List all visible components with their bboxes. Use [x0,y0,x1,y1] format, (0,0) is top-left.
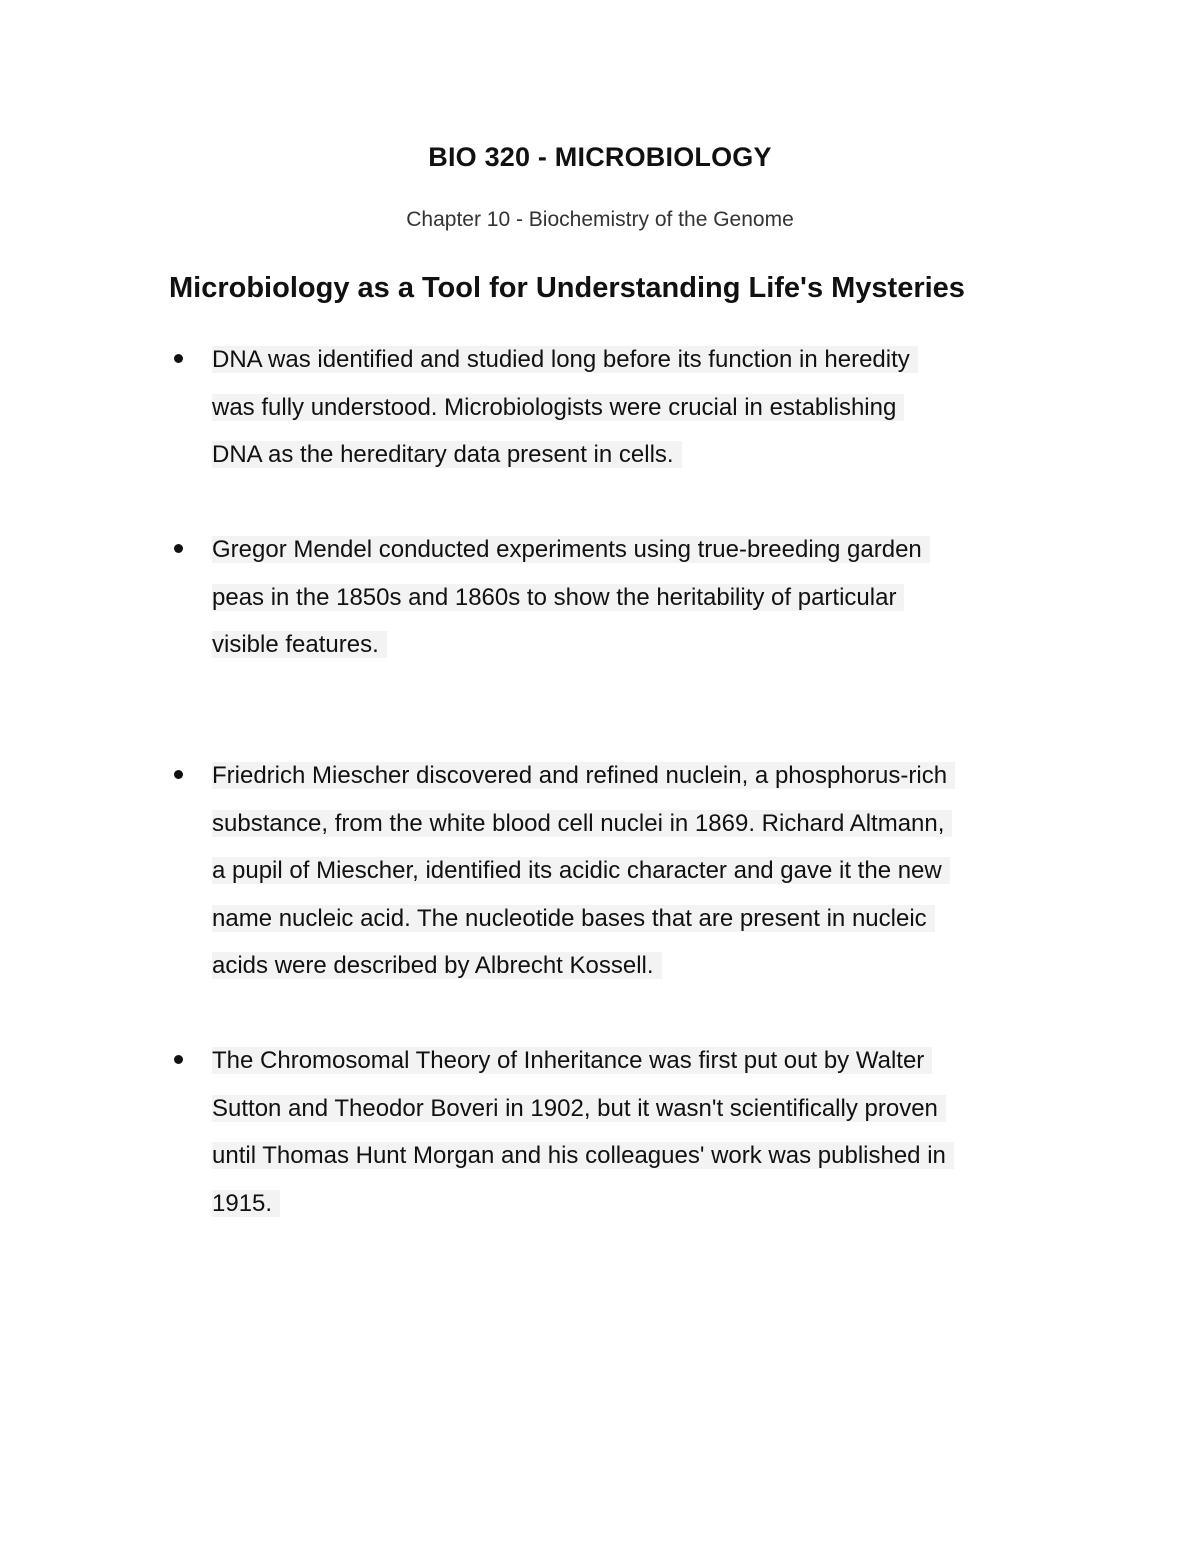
section-heading: Microbiology as a Tool for Understanding Life's Mysteries [169,272,965,304]
list-item-line: DNA as the hereditary data present in cells. [212,431,1072,479]
list-item-line: 1915. [212,1180,1072,1228]
list-item-line: Friedrich Miescher discovered and refined nuclein, a phosphorus-rich [212,752,1072,800]
list-item [212,526,1072,669]
bullet-icon [172,354,184,366]
list-item-line: until Thomas Hunt Morgan and his colleagues' work was published in [212,1132,1072,1180]
list-item [212,336,1072,479]
list-item-line: DNA was identified and studied long before its function in heredity [212,336,1072,384]
list-item-line: visible features. [212,621,1072,669]
list-item-line: substance, from the white blood cell nuclei in 1869. Richard Altmann, [212,800,1072,848]
chapter-subtitle: Chapter 10 - Biochemistry of the Genome [406,208,794,231]
bullet-icon [172,544,184,556]
course-title: BIO 320 - MICROBIOLOGY [428,142,772,172]
list-item-line: acids were described by Albrecht Kossell. [212,942,1072,990]
list-item-line: was fully understood. Microbiologists were crucial in establishing [212,384,1072,432]
list-item [212,752,1072,990]
list-item [212,1037,1072,1227]
bullet-icon [172,770,184,782]
list-item-line: The Chromosomal Theory of Inheritance was first put out by Walter [212,1037,1072,1085]
list-item-line: Sutton and Theodor Boveri in 1902, but it wasn't scientifically proven [212,1085,1072,1133]
list-item-line: Gregor Mendel conducted experiments using true-breeding garden [212,526,1072,574]
list-item-line: peas in the 1850s and 1860s to show the heritability of particular [212,574,1072,622]
list-item-line: name nucleic acid. The nucleotide bases that are present in nucleic [212,895,1072,943]
bullet-icon [172,1055,184,1067]
list-item-line: a pupil of Miescher, identified its acidic character and gave it the new [212,847,1072,895]
